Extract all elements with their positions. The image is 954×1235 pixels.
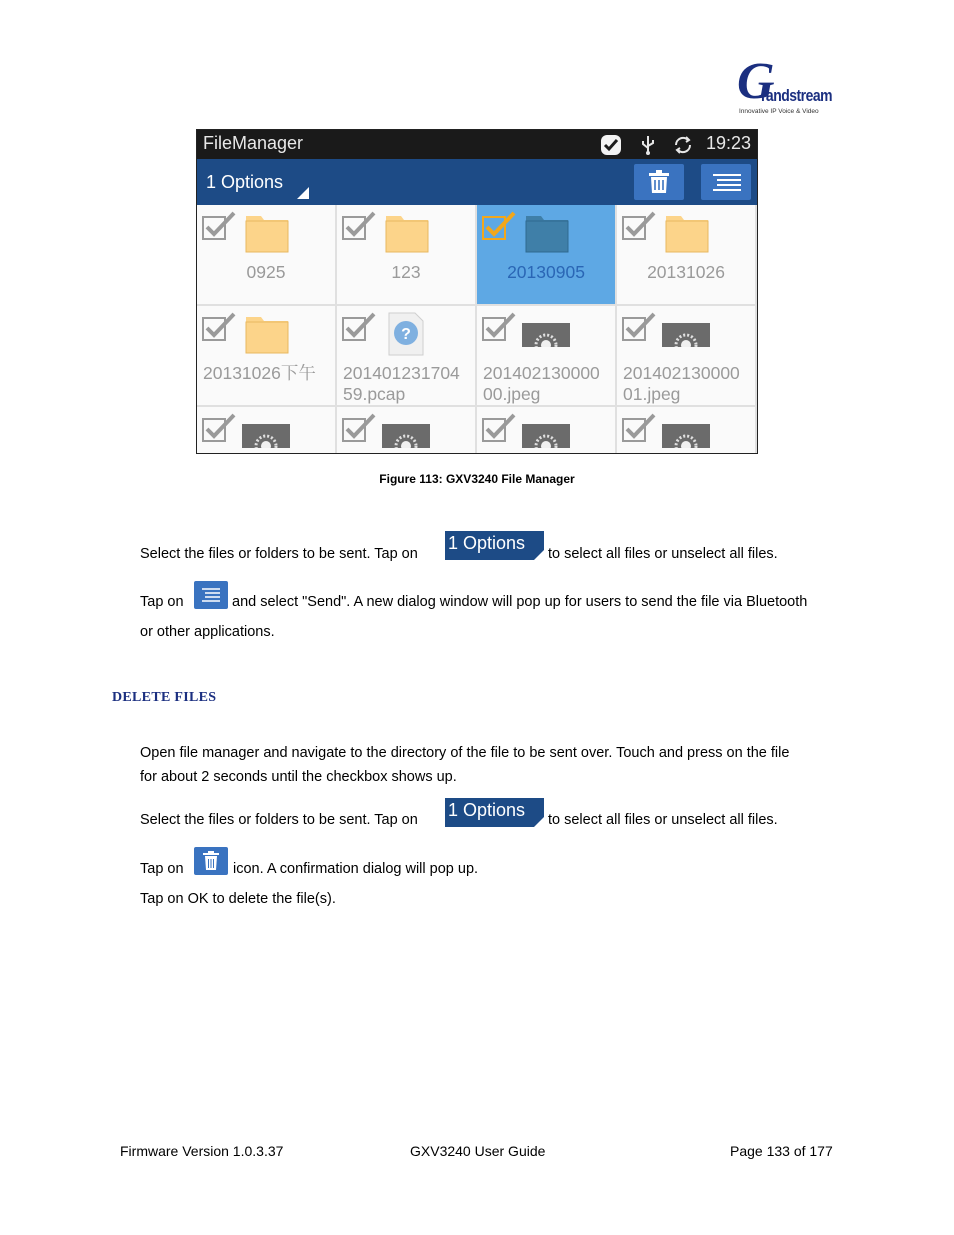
delete-step-confirm: Tap on OK to delete the file(s).	[140, 891, 336, 907]
file-name: 20130905	[507, 262, 585, 282]
image-thumbnail-icon	[662, 323, 710, 347]
svg-text:?: ?	[401, 326, 411, 343]
delete-button[interactable]	[634, 164, 684, 200]
checkbox-icon	[342, 413, 376, 443]
section-heading-delete: DELETE FILES	[112, 690, 217, 705]
trash-icon	[203, 851, 219, 871]
file-item-123[interactable]	[337, 205, 477, 306]
image-thumbnail-icon	[522, 323, 570, 347]
file-name: 20131026下午	[203, 363, 316, 383]
folder-icon	[245, 213, 289, 253]
delete-step-select: Select the files or folders to be sent. Tap on	[140, 812, 418, 828]
send-step-tap-label: Tap on	[140, 594, 184, 610]
grandstream-logo	[735, 53, 835, 118]
options-inline-image: 1 Options	[445, 531, 544, 560]
file-item-20131026[interactable]	[617, 205, 757, 306]
checkbox-icon	[622, 413, 656, 443]
file-grid	[197, 205, 757, 453]
file-item-partial[interactable]	[617, 407, 757, 454]
trash-inline-image	[194, 847, 228, 875]
send-step-select-after: to select all files or unselect all files.	[548, 546, 778, 562]
menu-inline-image	[194, 581, 228, 609]
file-item-20130905[interactable]	[477, 205, 617, 306]
logo-tagline: Innovative IP Voice & Video	[739, 108, 819, 115]
file-item-partial[interactable]	[477, 407, 617, 454]
folder-icon	[665, 213, 709, 253]
file-name: 20131026	[647, 262, 725, 282]
delete-step-open-line2: for about 2 seconds until the checkbox shows up.	[140, 769, 457, 785]
unknown-file-icon	[387, 311, 425, 357]
file-name: 201402130000 00.jpeg	[483, 363, 600, 404]
options-inline-image: 1 Options	[445, 798, 544, 827]
image-thumbnail-icon	[662, 424, 710, 448]
footer-guide: GXV3240 User Guide	[410, 1143, 546, 1159]
trash-icon	[648, 170, 670, 194]
delete-step-select-after: to select all files or unselect all files.	[548, 812, 778, 828]
options-dropdown[interactable]: 1 Options	[206, 172, 284, 192]
menu-lines-icon	[713, 173, 741, 193]
file-item-pcap[interactable]	[337, 306, 477, 407]
checkbox-icon	[202, 312, 236, 342]
file-item-jpeg-01[interactable]	[617, 306, 757, 407]
file-item-20131026-afternoon[interactable]	[197, 306, 337, 407]
logo-word: randstream	[761, 86, 833, 105]
send-step-tap-line2: or other applications.	[140, 624, 275, 640]
checkbox-icon	[342, 211, 376, 241]
image-thumbnail-icon	[382, 424, 430, 448]
checkmark-badge-icon	[600, 134, 622, 156]
file-name: 201401231704 59.pcap	[343, 363, 460, 404]
action-bar	[197, 159, 757, 205]
checkbox-icon	[202, 413, 236, 443]
send-step-select: Select the files or folders to be sent. Tap on	[140, 546, 418, 562]
file-name: 123	[391, 262, 421, 282]
send-step-tap-after: and select "Send". A new dialog window will pop up for users to send the file via Bluetooth	[232, 594, 808, 610]
folder-icon	[245, 314, 289, 354]
checkbox-icon	[622, 211, 656, 241]
menu-lines-icon	[202, 588, 220, 602]
checkbox-checked-icon	[482, 211, 516, 241]
file-item-0925[interactable]	[197, 205, 337, 306]
menu-button[interactable]	[701, 164, 751, 200]
file-item-partial[interactable]	[337, 407, 477, 454]
dropdown-corner-icon	[297, 187, 309, 199]
folder-icon	[385, 213, 429, 253]
file-item-jpeg-00[interactable]	[477, 306, 617, 407]
file-item-partial[interactable]	[197, 407, 337, 454]
file-name: 0925	[246, 262, 286, 282]
clock: 19:23	[705, 133, 751, 153]
status-bar	[197, 130, 757, 159]
delete-step-open-line1: Open file manager and navigate to the directory of the file to be sent over. Touch and press on the file	[140, 745, 790, 761]
file-name: 201402130000 01.jpeg	[623, 363, 740, 404]
app-title: FileManager	[203, 133, 304, 153]
checkbox-icon	[202, 211, 236, 241]
delete-step-tap-label: Tap on	[140, 861, 184, 877]
folder-icon	[525, 213, 569, 253]
checkbox-icon	[482, 413, 516, 443]
checkbox-icon	[342, 312, 376, 342]
file-manager-screenshot	[196, 129, 758, 454]
logo-letter: G	[737, 53, 775, 110]
image-thumbnail-icon	[522, 424, 570, 448]
footer-firmware: Firmware Version 1.0.3.37	[120, 1143, 284, 1159]
usb-icon	[637, 134, 659, 156]
sync-icon	[672, 134, 694, 156]
delete-step-tap-after: icon. A confirmation dialog will pop up.	[233, 861, 479, 877]
checkbox-icon	[482, 312, 516, 342]
checkbox-icon	[622, 312, 656, 342]
figure-caption: Figure 113: GXV3240 File Manager	[379, 472, 575, 486]
image-thumbnail-icon	[242, 424, 290, 448]
footer-page: Page 133 of 177	[730, 1143, 833, 1159]
